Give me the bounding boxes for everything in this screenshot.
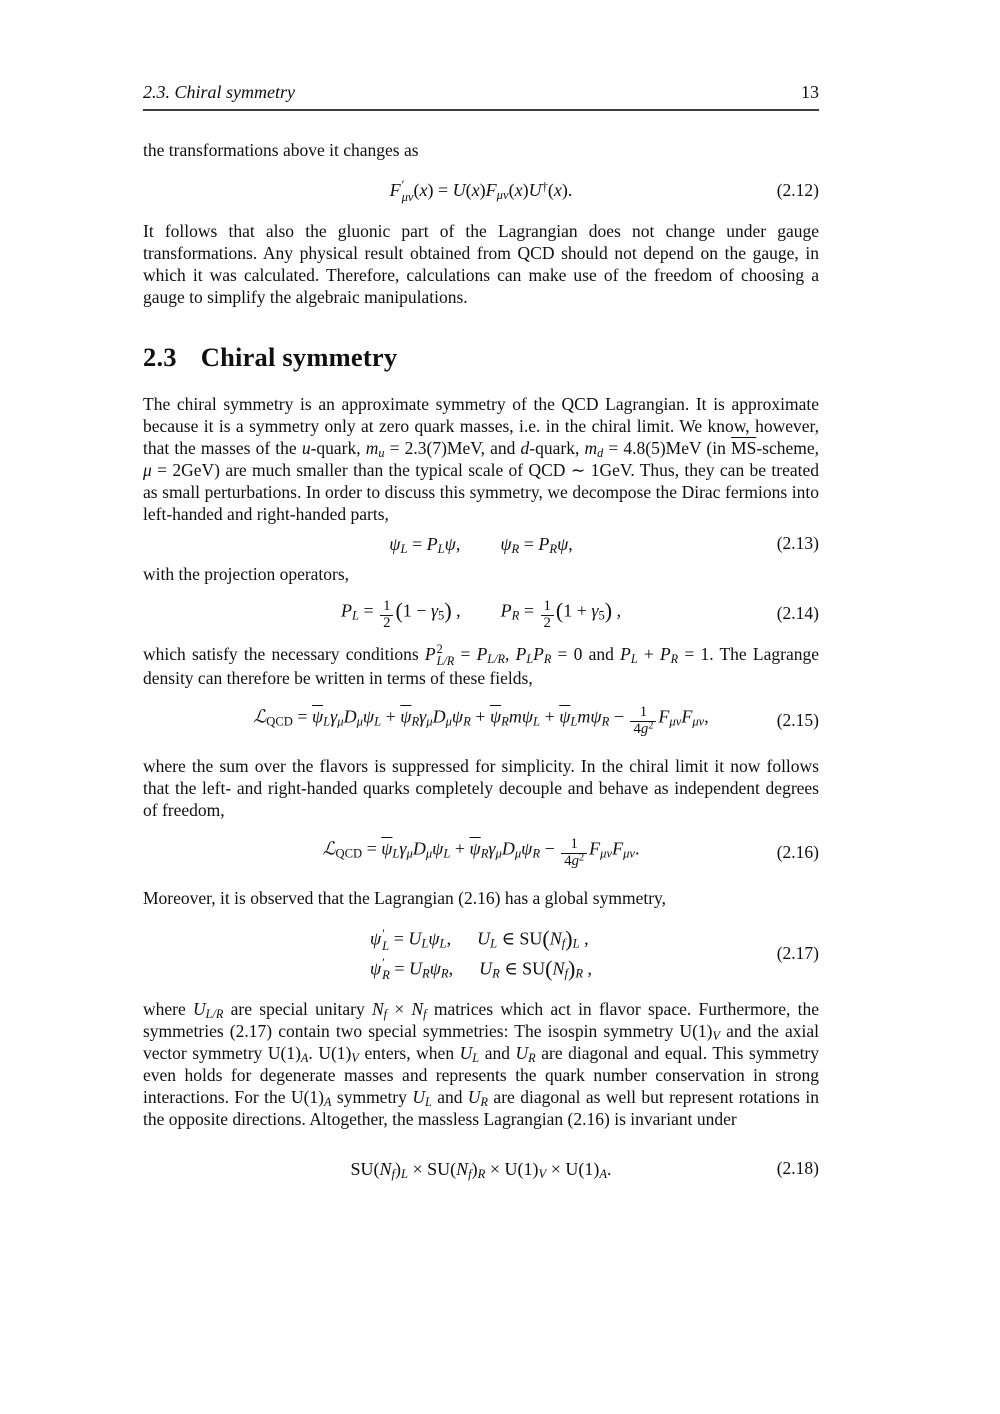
section-number: 2.3 <box>143 341 177 372</box>
text-column <box>143 82 819 1181</box>
section-heading <box>143 342 819 373</box>
equation-2-14-number: (2.14) <box>776 603 819 624</box>
header-page-number: 13 <box>801 82 819 102</box>
equation-2-15-body: ℒ$_{QCD}$ = $\overline{\psi}_L\gamma_\mu D_\mu\psi_L + \overline{\psi}_R\gamma_\mu D_\mu\psi_R + \overline{\psi}_Rm\psi_L + \overline{\psi}_Lm\psi_R$ − $\frac{1}{4g^2}$ $F_{\mu\nu}F_{\mu\nu}$, <box>253 704 709 737</box>
paragraph-conditions: which satisfy the necessary conditions P 2 L/R = $P_{L/R}$, $P_LP_R = 0$ and $P_L + P_R = 1$. The Lagrange density can therefore be written in terms of these fields, <box>143 642 819 689</box>
paragraph-projection: with the projection operators, <box>143 564 350 585</box>
equation-2-15-number: (2.15) <box>776 710 819 731</box>
equation-2-12-number: (2.12) <box>776 180 819 201</box>
paragraph-flavors: where the sum over the flavors is suppressed for simplicity. In the chiral limit it now follows that the left- and right-handed quarks completely decouple and behave as independent degrees of freedom, <box>143 756 819 821</box>
paragraph-gauge: It follows that also the gluonic part of the Lagrangian does not change under gauge transformations. Any physical result obtained from QCD should not depend on the gauge, in which it was calculated. Therefore, calculations can make use of the freedom of choosing a gauge to simplify the algebraic manipulations. <box>143 220 819 307</box>
header-section-label: 2.3. Chiral symmetry <box>143 82 295 102</box>
equation-2-12 <box>143 179 819 204</box>
paragraph-moreover: Moreover, it is observed that the Lagrangian (2.16) has a global symmetry, <box>143 888 667 909</box>
equation-2-17-number: (2.17) <box>776 942 819 963</box>
equation-2-18-number: (2.18) <box>776 1158 819 1179</box>
equation-2-16-body: ℒ$_{QCD}$ = $\overline{\psi}_L\gamma_\mu D_\mu\psi_L + \overline{\psi}_R\gamma_\mu D_\mu\psi_R$ − $\frac{1}{4g^2}$ $F_{\mu\nu}F_{\mu\nu}$. <box>322 836 640 869</box>
equation-2-13-number: (2.13) <box>776 532 819 553</box>
paragraph-intro: the transformations above it changes as <box>143 140 419 160</box>
equation-2-18-body: $SU(N_f)_L \times SU(N_f)_R \times U(1)_V \times U(1)_A$. <box>350 1159 612 1182</box>
running-header <box>143 82 819 111</box>
equation-2-16 <box>143 837 819 869</box>
equation-2-13-body: $\psi_L = P_L\psi$, $\psi_R = P_R\psi$, <box>389 533 573 556</box>
paragraph-chiral-intro: The chiral symmetry is an approximate symmetry of the QCD Lagrangian. It is approximate because it is a symmetry only at zero quark masses, i.e. in the chiral limit. We know, however, that the masses of the u-quark, $m_u = 2.3(7)MeV$, and d-quark, $m_d = 4.8(5)MeV$ (in $\overline{MS}$-scheme, μ = 2GeV) are much smaller than the typical scale of QCD ∼ 1GeV. Thus, they can be treated as small perturbations. In order to discuss this symmetry, we decompose the Dirac fermions into left-handed and right-handed parts, <box>143 393 819 524</box>
equation-2-16-number: (2.16) <box>776 842 819 863</box>
equation-2-13 <box>143 533 819 556</box>
section-title: Chiral symmetry <box>200 341 398 372</box>
equation-2-18 <box>143 1158 819 1181</box>
equation-2-12-body: F ′ μν $(x) = U(x)F_{\mu\nu}(x)U^\dagger(x)$. <box>389 178 573 205</box>
equation-2-14-body: $P_L$ = $\frac{1}{2}$ $(1 - \gamma_5)$ , $P_R$ = $\frac{1}{2}$ $(1 + \gamma_5)$ , <box>340 598 622 631</box>
equation-2-17-line2: ψ ′ R = $U_R\psi_R$, $U_R$ ∈ $SU(N_f)_R$ , <box>369 955 593 983</box>
equation-2-14 <box>143 597 819 631</box>
paragraph-unitary: where $U_{L/R}$ are special unitary $N_f \times N_f$ matrices which act in flavor space. Furthermore, the symmetries (2.17) contain two special symmetries: The isospin symmetry $U(1)_V$ and the axial vector symmetry $U(1)_A$. $U(1)_V$ enters, when $U_L$ and $U_R$ are diagonal and equal. This symmetry even holds for degenerate masses and represents the quark number conservation in strong interactions. For the $U(1)_A$ symmetry $U_L$ and $U_R$ are diagonal as well but represent rotations in the opposite directions. Altogether, the massless Lagrangian (2.16) is invariant under <box>143 999 820 1130</box>
equation-2-17 <box>143 923 819 984</box>
equation-2-17-line1: ψ ′ L = $U_L\psi_L$, $U_L$ ∈ $SU(N_f)_L$ , <box>369 926 589 953</box>
equation-2-17-body <box>370 923 592 984</box>
equation-2-15 <box>143 705 819 737</box>
